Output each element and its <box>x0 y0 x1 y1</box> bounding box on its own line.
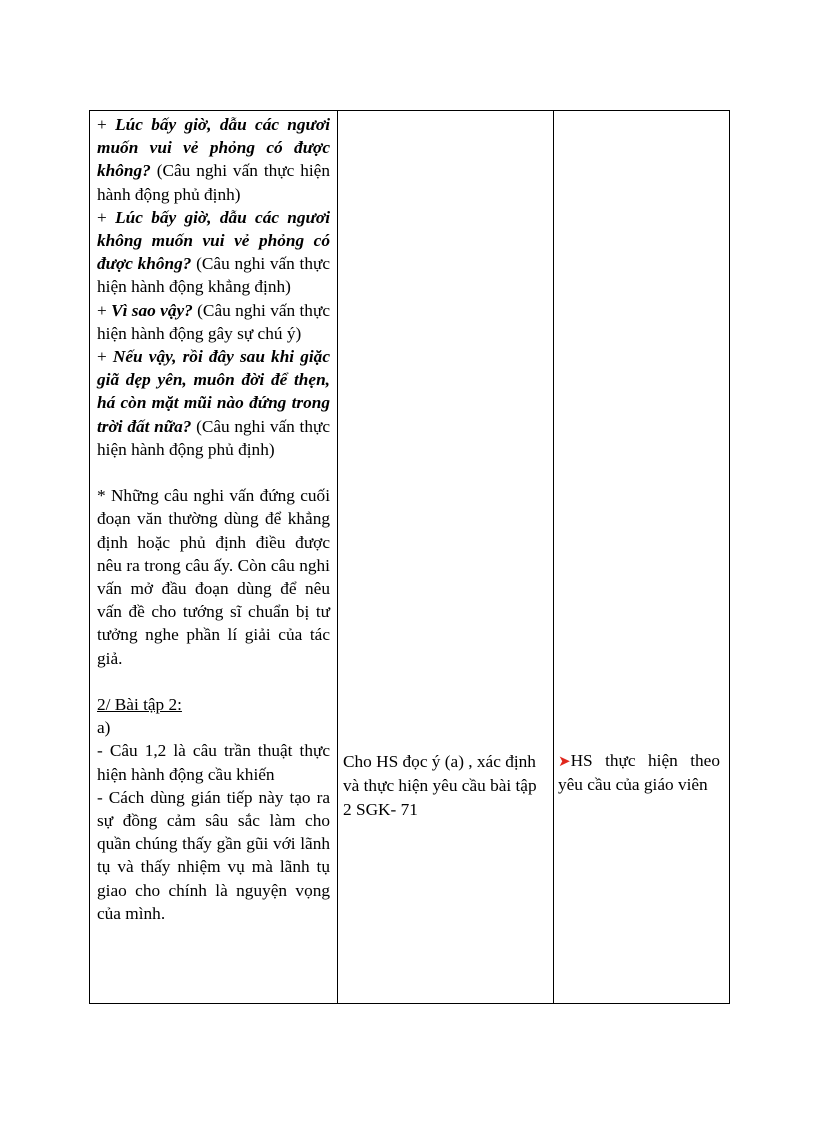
exercise-2-heading <box>97 693 330 716</box>
summary-paragraph: * Những câu nghi vấn đứng cuối đoạn văn thường dùng để khẳng định hoặc phủ định điều được nêu ra trong câu ấy. Còn câu nghi vấn mở đầu đoạn dùng để nêu vấn đề cho tướng sĩ chuẩn bị tư tưởng nghe phần lí giải của tác giả. <box>97 486 330 668</box>
question-1-prefix: + <box>97 115 116 134</box>
spacer <box>97 461 330 484</box>
lesson-plan-table <box>89 110 730 1004</box>
content-column <box>90 111 337 925</box>
student-activity-cell <box>554 111 730 1004</box>
table-row <box>90 111 730 1004</box>
question-3-text: Vì sao vậy? <box>111 300 193 320</box>
student-activity-text: HS thực hiện theo yêu cầu của giáo viên <box>558 751 720 794</box>
student-activity <box>558 750 720 796</box>
spacer <box>97 670 330 693</box>
question-2-prefix: + <box>97 207 116 227</box>
question-2-note: (Câu nghi vấn thực hiện hành động khẳng định) <box>97 254 331 297</box>
question-3-prefix: + <box>97 300 112 320</box>
question-2-text: Lúc bấy giờ, dẫu các ngươi không muốn vui vẻ phỏng có được không? <box>97 207 330 274</box>
teacher-activity: Cho HS đọc ý (a) , xác định và thực hiện yêu cầu bài tập 2 SGK- 71 <box>343 752 537 819</box>
exercise-2-answer-2: - Cách dùng gián tiếp này tạo ra sự đồng cảm sâu sắc làm cho quần chúng thấy gần gũi với lãnh tụ và thấy nhiệm vụ mà lãnh tụ giao cho chính là nguyện vọng của mình. <box>97 787 330 923</box>
question-4-prefix: + <box>97 347 113 367</box>
question-4 <box>97 345 330 461</box>
question-1 <box>97 113 330 206</box>
question-3 <box>97 299 330 345</box>
question-1-text: Lúc bấy giờ, dẫu các ngươi muốn vui vẻ phỏng có được không? <box>97 115 330 181</box>
question-1-note: (Câu nghi vấn thực hiện hành động phủ định) <box>97 161 330 204</box>
exercise-2-title: 2/ Bài tập 2: <box>97 695 182 715</box>
red-arrowhead-icon: ➤ <box>558 754 571 770</box>
question-3-note: (Câu nghi vấn thực hiện hành động gây sự chú ý) <box>97 300 330 343</box>
question-4-text: Nếu vậy, rồi đây sau khi giặc giã dẹp yên, muôn đời để thẹn, há còn mặt mũi nào đứng trong trời đất nữa? <box>97 347 330 436</box>
exercise-2-part-a: a) <box>97 718 111 738</box>
teacher-activity-cell <box>338 111 554 1004</box>
question-2 <box>97 206 330 299</box>
content-column-cell <box>90 111 338 1004</box>
exercise-2-answer-1: - Câu 1,2 là câu trần thuật thực hiện hành động cầu khiến <box>97 741 330 784</box>
question-4-note: (Câu nghi vấn thực hiện hành động phủ định) <box>97 416 330 459</box>
